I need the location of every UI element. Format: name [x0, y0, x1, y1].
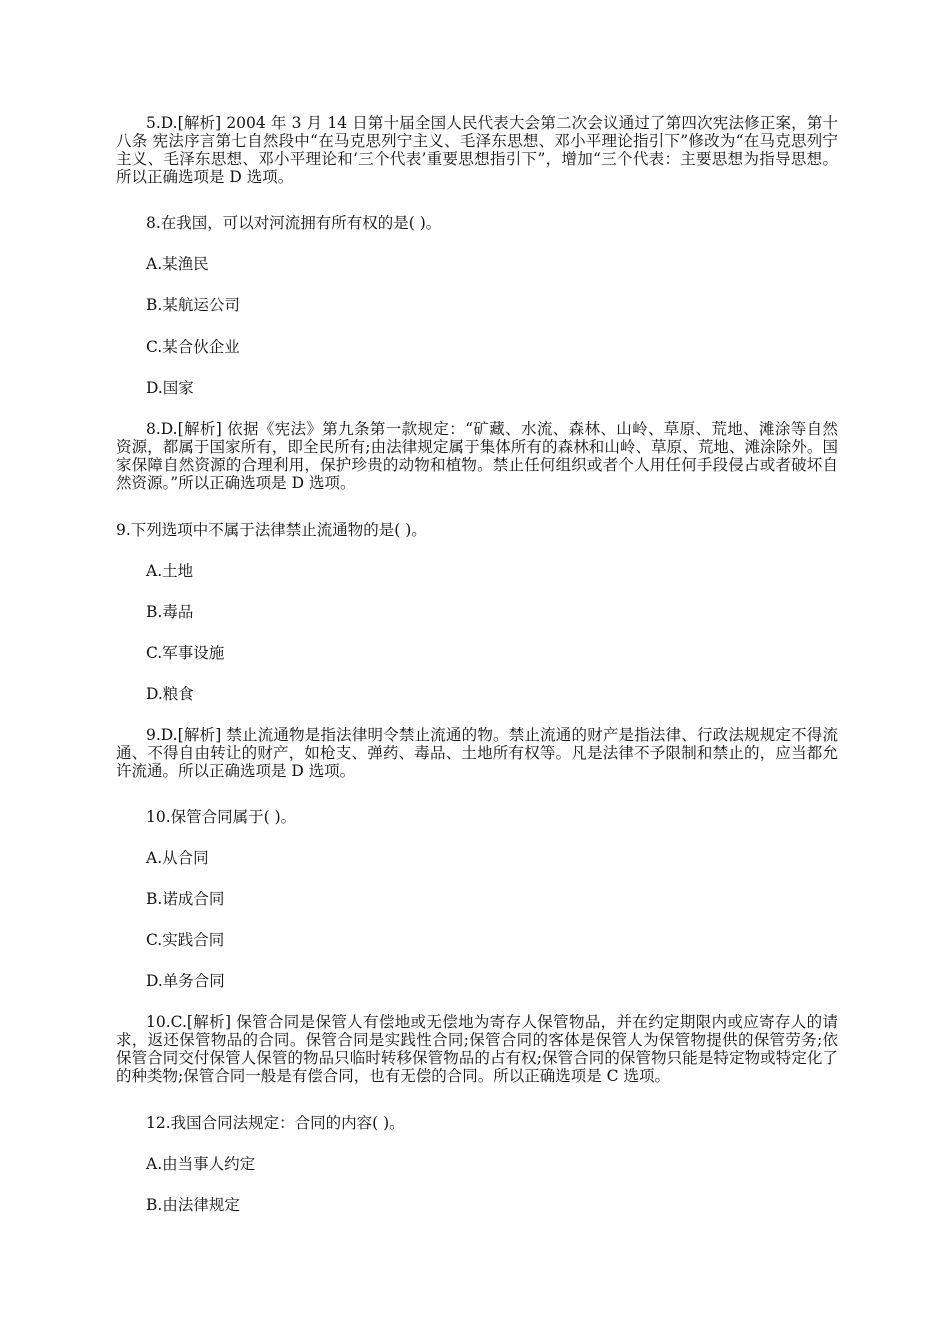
question-8-option-a: A.某渔民	[146, 255, 209, 273]
question-9-option-c: C.军事设施	[146, 644, 225, 662]
answer-8: 8.D.[解析] 依据《宪法》第九条第一款规定：“矿藏、水流、森林、山岭、草原、荒地、滩涂等自然资源，都属于国家所有，即全民所有;由法律规定属于集体所有的森林和山岭、草原、荒地、滩涂除外。国家保障自然资源的合理利用，保护珍贵的动物和植物。禁止任何组织或者个人用任何手段侵占或者破坏自然资源。”所以正确选项是 D 选项。	[116, 420, 838, 492]
question-12-option-b: B.由法律规定	[146, 1196, 240, 1214]
question-8: 8.在我国，可以对河流拥有所有权的是( )。	[146, 214, 442, 232]
answer-5: 5.D.[解析] 2004 年 3 月 14 日第十届全国人民代表大会第二次会议通过了第四次宪法修正案，第十八条 宪法序言第七自然段中“在马克思列宁主义、毛泽东思想、邓小平理论指引下”修改为“在马克思列宁主义、毛泽东思想、邓小平理论和‘三个代表’重要思想指引下”，增加“三个代表：主要思想为指导思想。所以正确选项是 D 选项。	[116, 114, 838, 186]
answer-10: 10.C.[解析] 保管合同是保管人有偿地或无偿地为寄存人保管物品，并在约定期限内或应寄存人的请求，返还保管物品的合同。保管合同是实践性合同;保管合同的客体是保管人为保管物提供的保管劳务;依保管合同交付保管人保管的物品只临时转移保管物品的占有权;保管合同的保管物只能是特定物或特定化了的种类物;保管合同一般是有偿合同，也有无偿的合同。所以正确选项是 C 选项。	[116, 1013, 838, 1085]
question-10-option-d: D.单务合同	[146, 972, 225, 990]
question-9-option-d: D.粮食	[146, 685, 194, 703]
question-8-option-c: C.某合伙企业	[146, 338, 240, 356]
question-10: 10.保管合同属于( )。	[146, 808, 297, 826]
question-12-option-a: A.由当事人约定	[146, 1155, 256, 1173]
answer-9: 9.D.[解析] 禁止流通物是指法律明令禁止流通的物。禁止流通的财产是指法律、行政法规规定不得流通、不得自由转让的财产，如枪支、弹药、毒品、土地所有权等。凡是法律不予限制和禁止的，应当都允许流通。所以正确选项是 D 选项。	[116, 726, 838, 780]
question-12: 12.我国合同法规定：合同的内容( )。	[146, 1114, 405, 1132]
question-10-option-a: A.从合同	[146, 849, 209, 867]
question-9: 9.下列选项中不属于法律禁止流通物的是( )。	[116, 521, 427, 539]
question-9-option-b: B.毒品	[146, 603, 194, 621]
question-8-option-d: D.国家	[146, 379, 194, 397]
question-9-option-a: A.土地	[146, 562, 194, 580]
question-10-option-c: C.实践合同	[146, 931, 225, 949]
question-8-option-b: B.某航运公司	[146, 296, 240, 314]
question-10-option-b: B.诺成合同	[146, 890, 225, 908]
